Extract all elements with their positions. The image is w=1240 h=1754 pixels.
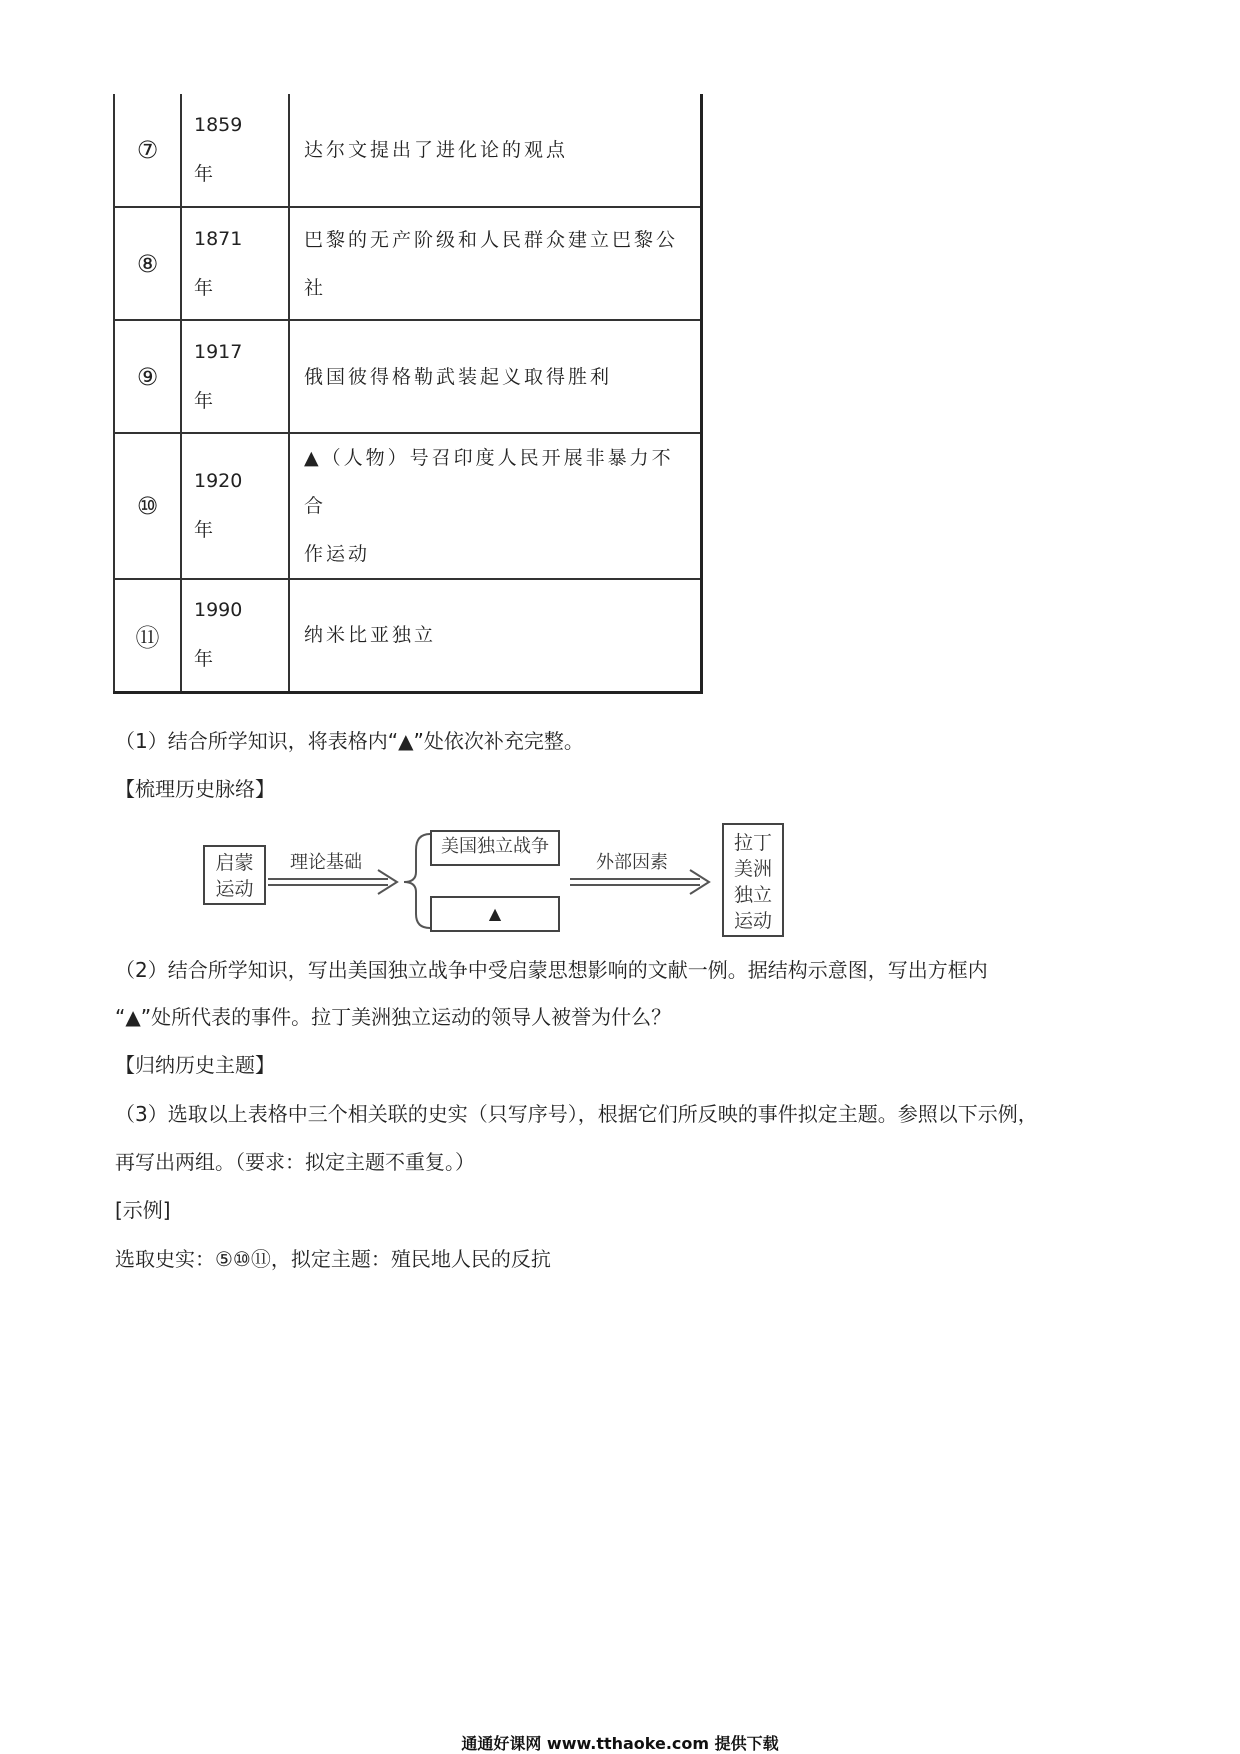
question-1: （1）结合所学知识，将表格内“▲”处依次补充完整。 (115, 729, 584, 753)
american-revolution-box: 美国独立战争 (430, 830, 560, 866)
arrow2-label: 外部因素 (596, 852, 668, 873)
row-number: ⑨ (114, 320, 181, 433)
section-heading-history-context: 【梳理历史脉络】 (115, 777, 275, 801)
table-row (114, 94, 702, 207)
page-footer: 通通好课网 www.tthaoke.com 提供下载 (461, 1734, 779, 1753)
row-number: ⑧ (114, 207, 181, 320)
question-3-line-2: 再写出两组。（要求：拟定主题不重复。） (115, 1150, 475, 1174)
enlightenment-box: 启蒙 运动 (203, 845, 266, 905)
table-row (114, 579, 702, 692)
table-row (114, 433, 702, 579)
latin-america-independence-box: 拉丁 美洲 独立 运动 (722, 823, 784, 937)
example-label: [示例] (115, 1198, 171, 1222)
question-2-line-1: （2）结合所学知识，写出美国独立战争中受启蒙思想影响的文献一例。据结构示意图，写出方框内 (115, 958, 988, 982)
row-year: 1917 年 (181, 320, 289, 433)
row-year: 1859 年 (181, 94, 289, 207)
row-number: ⑩ (114, 433, 181, 579)
row-year: 1920 年 (181, 433, 289, 579)
row-event: 巴黎的无产阶级和人民群众建立巴黎公社 (289, 207, 702, 320)
example-text: 选取史实：⑤⑩⑪，拟定主题：殖民地人民的反抗 (115, 1247, 551, 1271)
arrow1-label: 理论基础 (290, 852, 362, 873)
row-event: ▲（人物）号召印度人民开展非暴力不合 作运动 (289, 433, 702, 579)
table-row (114, 207, 702, 320)
history-events-table (113, 94, 703, 694)
row-number: ⑦ (114, 94, 181, 207)
row-event: 达尔文提出了进化论的观点 (289, 94, 702, 207)
row-event: 纳米比亚独立 (289, 579, 702, 692)
question-2-line-2: “▲”处所代表的事件。拉丁美洲独立运动的领导人被誉为什么？ (115, 1005, 672, 1029)
placeholder-event-box: ▲ (430, 896, 560, 932)
row-year: 1871 年 (181, 207, 289, 320)
row-number: ⑪ (114, 579, 181, 692)
section-heading-history-theme: 【归纳历史主题】 (115, 1053, 275, 1077)
row-year: 1990 年 (181, 579, 289, 692)
row-event: 俄国彼得格勒武装起义取得胜利 (289, 320, 702, 433)
table-row (114, 320, 702, 433)
question-3-line-1: （3）选取以上表格中三个相关联的史实（只写序号），根据它们所反映的事件拟定主题。参照以下示例， (115, 1102, 1038, 1126)
